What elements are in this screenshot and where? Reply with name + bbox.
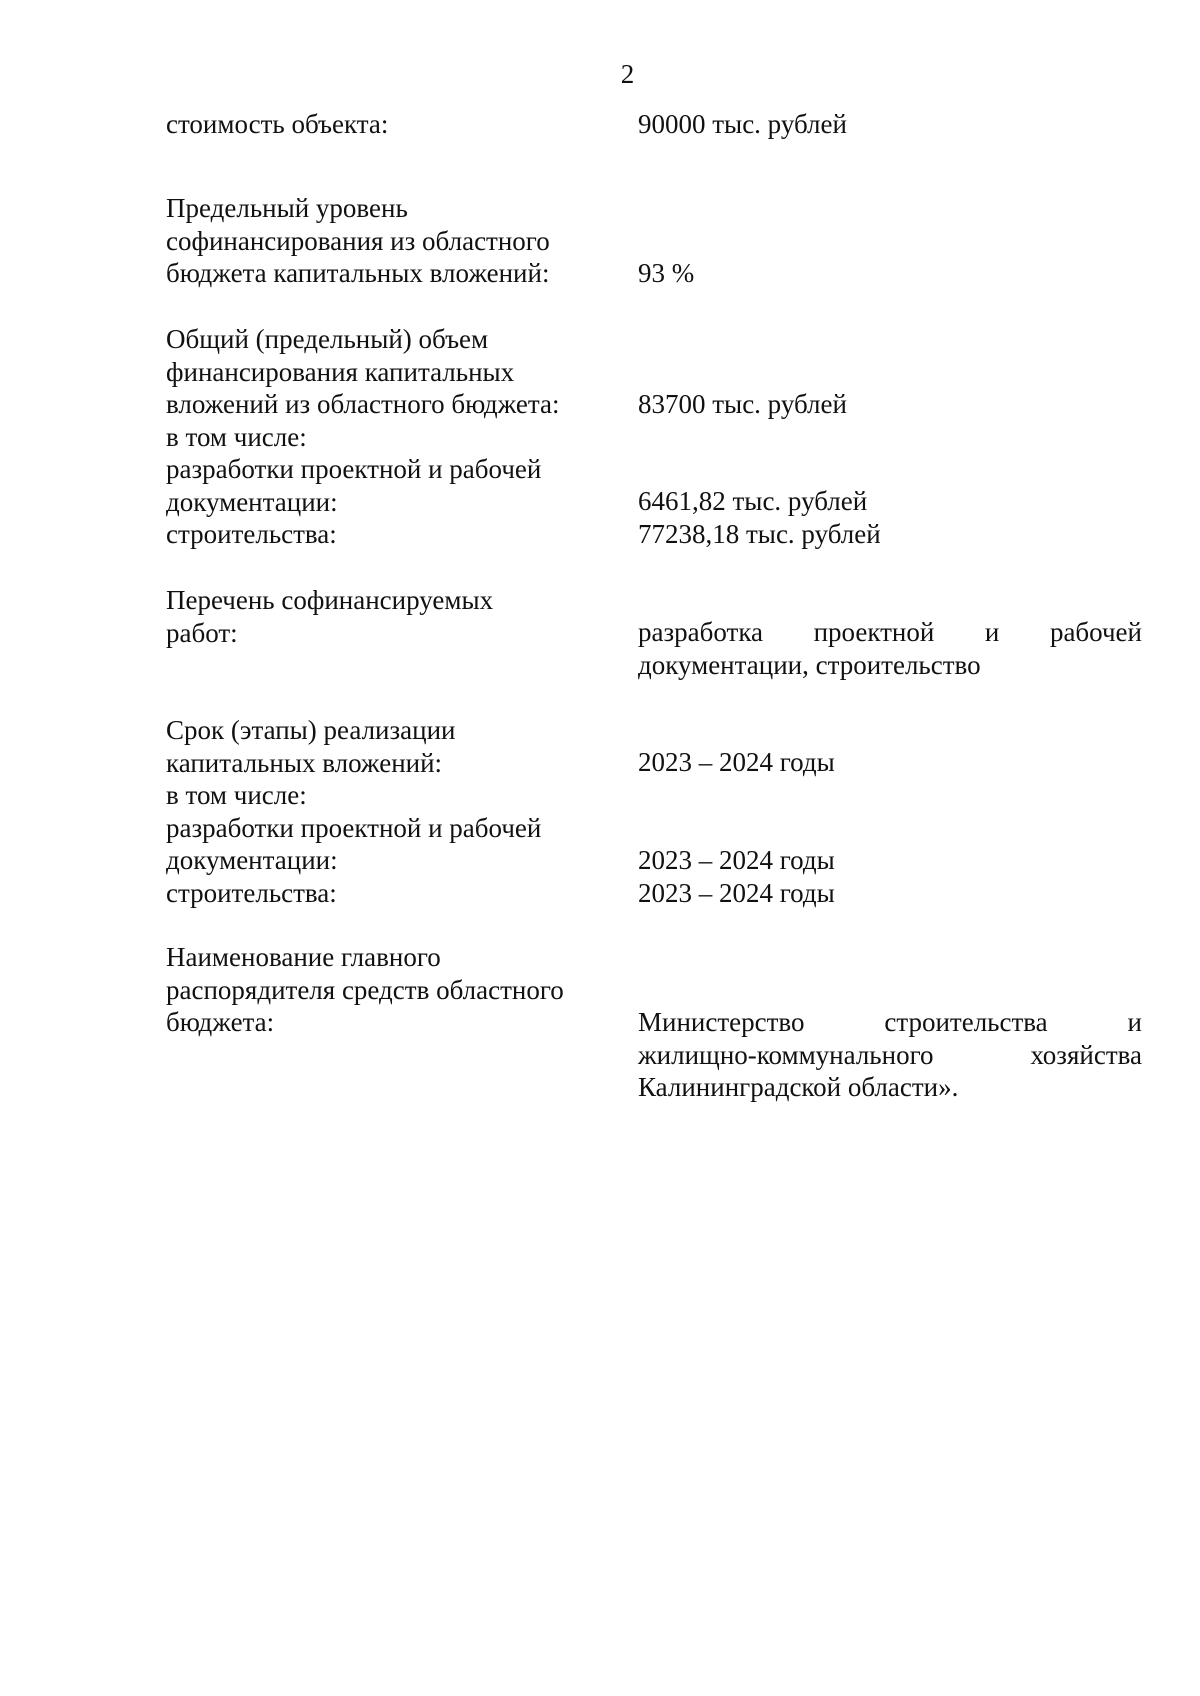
value-line: Калининградской области». <box>638 1072 959 1102</box>
value-word: и <box>984 617 1000 647</box>
design-value <box>638 844 1142 909</box>
value-word: рабочей <box>1049 617 1142 647</box>
field-value <box>638 1006 1142 1104</box>
label-line: документации: <box>166 845 338 875</box>
including-label: в том числе: <box>166 421 307 452</box>
label-line: разработки проектной и рабочей <box>166 812 542 843</box>
value-line: документации, строительство <box>638 649 981 680</box>
value-line: 83700 тыс. рублей <box>638 389 847 419</box>
field-label <box>166 192 606 290</box>
label-line: строительства: <box>166 519 337 549</box>
value-word: разработка <box>638 617 764 647</box>
value-line-justified <box>638 1006 1142 1039</box>
value-word: Министерство <box>638 1007 805 1037</box>
label-line: строительства: <box>166 877 337 908</box>
field-label <box>166 584 606 649</box>
label-line: капитальных вложений: <box>166 747 443 778</box>
value-line: 77238,18 тыс. рублей <box>638 518 881 549</box>
field-value <box>638 257 1142 290</box>
field-label <box>166 323 606 551</box>
label-line: распорядителя средств областного <box>166 974 564 1005</box>
design-value <box>638 485 1142 550</box>
value-line: 2023 – 2024 годы <box>638 877 835 908</box>
field-label <box>166 714 606 909</box>
label-line: бюджета капитальных вложений: <box>166 258 550 288</box>
value-word: хозяйства <box>1030 1039 1142 1070</box>
value-line-justified <box>638 616 1142 649</box>
field-value <box>638 388 1142 421</box>
value-word: жилищно-коммунального <box>638 1039 934 1070</box>
label-line: финансирования капитальных <box>166 356 515 387</box>
label-line: софинансирования из областного <box>166 225 550 256</box>
label-line: Перечень софинансируемых <box>166 585 494 615</box>
field-value <box>638 746 1142 779</box>
field-value <box>638 108 1142 141</box>
including-label: в том числе: <box>166 780 307 810</box>
field-value <box>638 616 1142 681</box>
label-line: Наименование главного <box>166 942 441 972</box>
label-line: бюджета: <box>166 1007 275 1037</box>
value-line: 2023 – 2024 годы <box>638 747 835 777</box>
value-word: строительства <box>884 1007 1048 1037</box>
value-word: проектной <box>813 617 935 647</box>
label-line: Срок (этапы) реализации <box>166 715 456 745</box>
field-label <box>166 941 606 1039</box>
value-line: 6461,82 тыс. рублей <box>638 486 868 516</box>
label-line: вложений из областного бюджета: <box>166 389 560 419</box>
value-line: 2023 – 2024 годы <box>638 845 835 875</box>
label-line: Предельный уровень <box>166 193 408 223</box>
label-line: стоимость объекта: <box>166 109 389 139</box>
label-line: разработки проектной и рабочей <box>166 454 542 484</box>
page-number: 2 <box>620 59 635 89</box>
value-word: и <box>1127 1007 1142 1037</box>
field-label <box>166 108 606 141</box>
value-line: 90000 тыс. рублей <box>638 109 847 139</box>
label-line: Общий (предельный) объем <box>166 324 489 354</box>
label-line: работ: <box>166 617 238 648</box>
value-line: 93 % <box>638 258 695 288</box>
label-line: документации: <box>166 486 338 517</box>
value-line-justified <box>638 1039 1142 1072</box>
